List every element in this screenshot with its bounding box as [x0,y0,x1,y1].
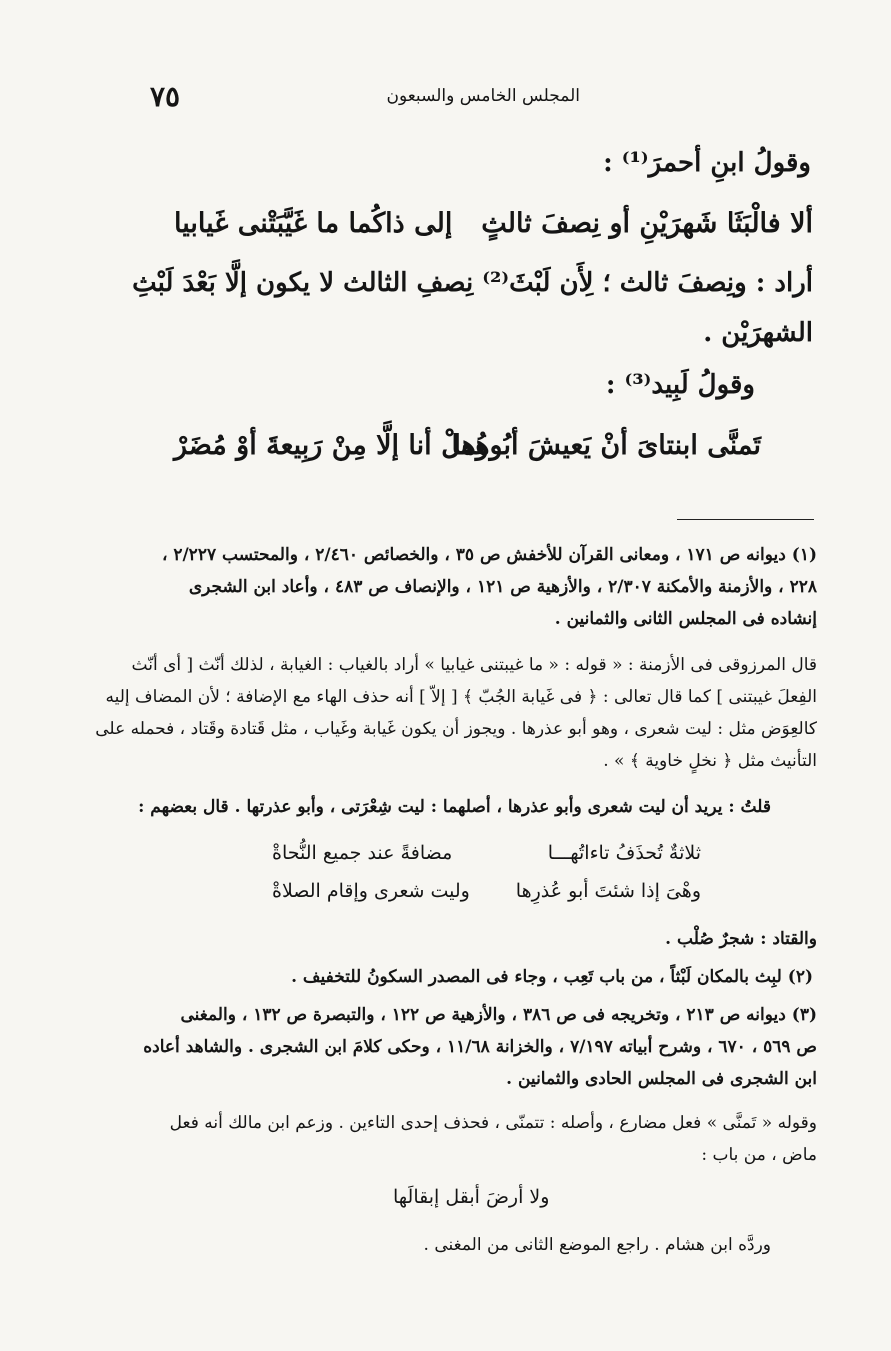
tamanna-paragraph-line: ماض ، من باب : [701,1145,817,1165]
marzuqi-quote-line: التأنيث مثل ﴿ نخلٍ خاوية ﴾ » . [603,751,817,771]
footnote-verse1-first: ثلاثةٌ تُحذَفُ تاءاتُهـــا [547,842,701,864]
explanation-line-end: الشهرَيْن . [703,318,813,348]
footnote-verse2-first: وهْىَ إذا شئتَ أبو عُذرِها [515,880,701,902]
qatad-line: والقتاد : شجرٌ صُلْب . [665,929,817,949]
footnote-1-line: ٢٢٨ ، والأزمنة والأمكنة ٢/٣٠٧ ، والأزهية ص ١٢١ ، والإنصاف ص ٤٨٣ ، وأعاد ابن الشجرى [188,577,817,597]
footnote-3-line: ص ٥٦٩ ، ٦٧٠ ، وشرح أبياته ٧/١٩٧ ، والخزانة ١١/٦٨ ، وحكى كلامَ ابن الشجرى . والشاهد أعاده [143,1037,817,1057]
intro-labid: وقولُ لَبِيد⁽³⁾ : [605,370,755,400]
explanation-line: أراد : ونِصفَ ثالث ؛ لِأَن لَبْثَ⁽²⁾ نِصفِ الثالث لا يكون إلَّا بَعْدَ لَبْثِ [132,268,813,298]
footnote-2: (٢) لبِث بالمكان لَبْثاً ، من باب تَعِب ، وجاء فى المصدر السكونُ للتخفيف . [291,967,813,987]
qultu-paragraph: قلتُ : يريد أن ليت شعرى وأبو عذرها ، أصلهما : ليت شِعْرَتى ، وأبو عذرتها . قال بعضهم : [138,797,771,817]
ibn-hisham-line: وردَّه ابن هشام . راجع الموضع الثانى من المغنى . [423,1235,771,1255]
footnote-3-line: ابن الشجرى فى المجلس الحادى والثمانين . [506,1069,817,1089]
tamanna-paragraph-line: وقوله « تَمنَّى » فعل مضارع ، وأصله : تتمنّى ، فحذف إحدى التاءين . وزعم ابن مالك أنه فعل [169,1113,817,1133]
quoted-hemistich: ولا أرضَ أبقل إبقالَها [393,1186,550,1208]
marzuqi-quote-line: الفِعلَ غيبتنى ] كما قال تعالى : ﴿ فى غَيابة الجُبّ ﴾ [ إلاّ ] أنه حذف الهاء مع الإضافة ؛ لأن المضاف إليه [105,687,817,707]
footnote-divider [677,519,814,520]
running-head: المجلس الخامس والسبعون [386,86,580,106]
verse1-first-hemistich: ألا فالْبَثَا شَهرَيْنِ أو نِصفَ ثالثٍ [481,208,813,239]
footnote-3-line: (٣) ديوانه ص ٢١٣ ، وتخريجه فى ص ٣٨٦ ، والأزهية ص ١٢٢ ، والتبصرة ص ١٣٢ ، والمغنى [180,1005,817,1025]
verse2-second-hemistich: وهلْ أنا إلَّا مِنْ رَبِيعةَ أوْ مُضَرْ [174,430,489,461]
marzuqi-quote-line: كالعِوَض مثل : ليت شعرى ، وهو أبو عذرها . ويجوز أن يكون غَيابة وغَياب ، مثل قَتادة وقَتاد ، فحمله على [95,719,817,739]
intro-ibn-ahmar: وقولُ ابنِ أحمرَ⁽¹⁾ : [603,148,811,178]
verse2-first-hemistich: تَمنَّى ابنتاىَ أنْ يَعيشَ أبُوهُما [451,430,761,461]
footnote-1-line: إنشاده فى المجلس الثانى والثمانين . [554,609,817,629]
footnote-verse1-second: مضافةً عند جميع النُّحاةْ [272,842,453,864]
marzuqi-quote-line: قال المرزوقى فى الأزمنة : « قوله : « ما غيبتنى غيابيا » أراد بالغياب : الغيابة ، لذلك أنّث [ أى أنّث [131,655,817,675]
footnote-verse2-second: وليت شعرى وإقام الصلاةْ [272,880,470,902]
footnote-1-line: (١) ديوانه ص ١٧١ ، ومعانى القرآن للأخفش ص ٣٥ ، والخصائص ٢/٤٦٠ ، والمحتسب ٢/٢٢٧ ، [161,545,817,565]
page-number: ٧٥ [150,80,181,113]
verse1-second-hemistich: إلى ذاكُما ما غَيَّبَتْنى غَيابيا [174,208,453,239]
